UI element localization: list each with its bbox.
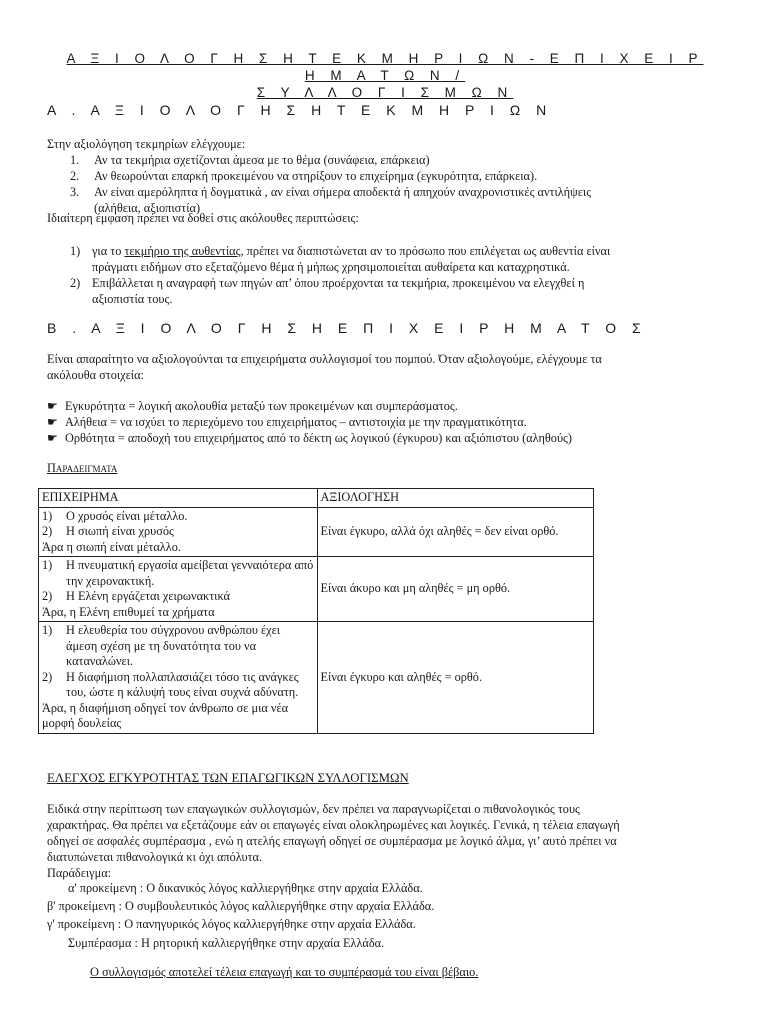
premise-b: β' προκείμενη : Ο συμβουλευτικός λόγος καλλιεργήθηκε στην αρχαία Ελλάδα.: [47, 899, 435, 913]
pointing-hand-icon: ☛: [47, 399, 58, 413]
example-label: Παράδειγμα:: [47, 866, 112, 880]
table-header: ΕΠΙΧΕΙΡΗΜΑ: [39, 489, 318, 508]
document-page: Α Ξ Ι Ο Λ Ο Γ Η Σ Η Τ Ε Κ Μ Η Ρ Ι Ω Ν - Ε Π Ι Χ Ε Ι Ρ Η Μ Α Τ Ω Ν / Σ Υ Λ Λ Ο Γ Ι Σ Μ Ω Ν Α . Α Ξ Ι Ο Λ Ο Γ Η Σ Η Τ Ε Κ Μ Η Ρ Ι Ω Ν Στην αξιολόγηση τεκμηρίων ελέγχουμε: 1. Αν τα τεκμήρια σχετίζονται άμεσα με το θέμα (συνάφεια, επάρκεια) 2. Αν θεωρούνται επαρκή προκειμένου να στηρίξουν το επιχείρημα (εγκυρότητα, επάρκεια). 3. Αν είναι αμερόληπτα ή δογματικά , αν είναι σήμερα αποδεκτά ή απηχούν αναχρονιστικές αντιλήψεις (αλήθεια, αξιοπιστία) Ιδιαίτερη έμφαση πρέπει να δοθεί στις ακόλουθες περιπτώσεις: 1) για το τεκμήριο της αυθεντίας, πρέπει να διαπιστώνεται αν το πρόσωπο που επιλέγεται ως αυθεντία είναι πράγματι ειδήμων στο εξεταζόμενο θέμα ή μήπως χρησιμοποιείται αυθαίρετα και καταχρηστικά. 2) Επιβάλλεται η αναγραφή των πηγών απ’ όπου προέρχονται τα τεκμήρια, προκειμένου να ελεγχθεί η αξιοπιστία τους. Β . Α Ξ Ι Ο Λ Ο Γ Η Σ Η Ε Π Ι Χ Ε Ι Ρ Η Μ Α Τ Ο Σ Είναι απαραίτητο να αξιολογούνται τα επιχειρήματα συλλογισμοί του πομπού. Όταν αξιολογούμε, ελέγχουμε τα ακόλουθα στοιχεία: ☛ Εγκυρότητα = λογική ακολουθία μεταξύ των προκειμένων και συμπεράσματος. ☛ Αλήθεια = να ισχύει το περιεχόμενο του επιχειρήματος – αντιστοιχία με την πραγματικότητα. ☛ Ορθότητα = αποδοχή του επιχειρήματος από το δέκτη ως λογικού (έγκυρου) και αξιόπιστου (αληθούς) Παραδειγματα ΕΠΙΧΕΙΡΗΜΑ ΑΞΙΟΛΟΓΗΣΗ 1) Ο χρυσός είναι μέταλλο. 2) Η σιωπή είναι χρυσός Άρα η σιωπή είναι μέταλλο. Είναι έγκυρο, αλλά όχι αληθές = δεν είναι ορθό. 1) Η πνευματική εργασία αμείβεται γενναιότερα από την χειρονακτική. 2) Η Ελένη εργάζεται χειρωνακτικά Άρα, η Ελένη επιθυμεί τα χρήματα Είναι άκυρο και μη αληθές = μη ορθό. 1) Η ελευθερία του σύγχρονου ανθρώπου έχει άμεση σχέση με τη δυνατότητα του να καταναλώνει. 2) Η διαφήμιση πολλαπλασιάζει τόσο τις ανάγκες του, ώστε η κάλυψή τους είναι συχνά αδύνατη. Άρα, η διαφήμιση οδηγεί τον άνθρωπο σε μια νέα μορφή δουλείας Είναι έγκυρο και αληθές = ορθό. ΕΛΕΓΧΟΣ ΕΓΚΥΡΟΤΗΤΑΣ ΤΩΝ ΕΠΑΓΩΓΙΚΩΝ ΣΥΛΛΟΓΙΣΜΩΝ Ειδικά στην περίπτωση των επαγωγικών συλλογισμών, δεν πρέπει να παραγνωρίζεται ο πιθανολογικός τους χαρακτήρας. Θα πρέπει να εξετάζουμε εάν οι επαγωγές είναι ολοκληρωμένες και λογικές. Γενικά, η τέλεια επαγωγή οδηγεί σε ασφαλές συμπέρασμα , ενώ η ατελής επαγωγή οδηγεί σε συμπέρασμα με λογικό άλμα, γι’ αυτό πρέπει να διατυπώνεται πιθανολογικά κι όχι απόλυτα. Παράδειγμα: α' προκείμενη : Ο δικανικός λόγος καλλιεργήθηκε στην αρχαία Ελλάδα. β' προκείμενη : Ο συμβουλευτικός λόγος καλλιεργήθηκε στην αρχαία Ελλάδα. γ' προκείμενη : Ο πανηγυρικός λόγος καλλιεργήθηκε στην αρχαία Ελλάδα. Συμπέρασμα : Η ρητορική καλλιεργήθηκε στην αρχαία Ελλάδα. Ο συλλογισμός αποτελεί τέλεια επαγωγή και το συμπέρασμά του είναι βέβαιο.: [0, 0, 768, 1024]
section-c-line: οδηγεί σε ασφαλές συμπέρασμα , ενώ η ατελής επαγωγή οδηγεί σε συμπέρασμα με λογικό άλμα, γι’ αυτό πρέπει να: [47, 834, 617, 848]
title-line-2: Σ Υ Λ Λ Ο Γ Ι Σ Μ Ω Ν: [256, 85, 514, 100]
table-header-row: [39, 489, 594, 508]
authority-term: τεκμήριο της αυθεντίας: [124, 244, 241, 258]
title-line-1: Α Ξ Ι Ο Λ Ο Γ Η Σ Η Τ Ε Κ Μ Η Ρ Ι Ω Ν - Ε Π Ι Χ Ε Ι Ρ Η Μ Α Τ Ω Ν /: [66, 51, 704, 83]
table-row: [39, 622, 594, 734]
evaluation-cell: Είναι έγκυρο, αλλά όχι αληθές = δεν είναι ορθό.: [317, 507, 593, 557]
section-b-intro-line-2: ακόλουθα στοιχεία:: [47, 368, 144, 382]
section-a-intro: Στην αξιολόγηση τεκμηρίων ελέγχουμε:: [47, 137, 246, 151]
bullet-item: ☛ Ορθότητα = αποδοχή του επιχειρήματος από το δέκτη ως λογικού (έγκυρου) και αξιόπιστου (αληθούς): [47, 431, 572, 445]
bullet-item: ☛ Εγκυρότητα = λογική ακολουθία μεταξύ των προκειμένων και συμπεράσματος.: [47, 399, 458, 413]
argument-cell: 1) Ο χρυσός είναι μέταλλο. 2) Η σιωπή είναι χρυσός Άρα η σιωπή είναι μέταλλο.: [39, 507, 318, 557]
section-b-intro-line-1: Είναι απαραίτητο να αξιολογούνται τα επιχειρήματα συλλογισμοί του πομπού. Όταν αξιολογούμε, ελέγχουμε τα: [47, 352, 602, 366]
section-a-heading: Α . Α Ξ Ι Ο Λ Ο Γ Η Σ Η Τ Ε Κ Μ Η Ρ Ι Ω Ν: [47, 102, 553, 118]
premise-c: γ' προκείμενη : Ο πανηγυρικός λόγος καλλιεργήθηκε στην αρχαία Ελλάδα.: [47, 917, 416, 931]
premise-a: α' προκείμενη : Ο δικανικός λόγος καλλιεργήθηκε στην αρχαία Ελλάδα.: [68, 881, 423, 895]
evaluation-cell: Είναι έγκυρο και αληθές = ορθό.: [317, 622, 593, 734]
list-item: 3. Αν είναι αμερόληπτα ή δογματικά , αν είναι σήμερα αποδεκτά ή απηχούν αναχρονιστικές αντιλήψεις (αλήθεια, αξιοπιστία): [70, 185, 592, 215]
argument-cell: 1) Η ελευθερία του σύγχρονου ανθρώπου έχει άμεση σχέση με τη δυνατότητα του να καταναλώνει. 2) Η διαφήμιση πολλαπλασιάζει τόσο τις ανάγκες του, ώστε η κάλυψή τους είναι συχνά αδύνατη. Άρα, η διαφήμιση οδηγεί τον άνθρωπο σε μια νέα μορφή δουλείας: [39, 622, 318, 734]
section-c-heading: ΕΛΕΓΧΟΣ ΕΓΚΥΡΟΤΗΤΑΣ ΤΩΝ ΕΠΑΓΩΓΙΚΩΝ ΣΥΛΛΟΓΙΣΜΩΝ: [47, 771, 409, 785]
section-c-line: χαρακτήρας. Θα πρέπει να εξετάζουμε εάν οι επαγωγές είναι ολοκληρωμένες και λογικές. Γενικά, η τέλεια επαγωγή: [47, 818, 620, 832]
section-c-line: διατυπώνεται πιθανολογικά κι όχι απόλυτα.: [47, 850, 263, 864]
pointing-hand-icon: ☛: [47, 431, 58, 445]
bullet-item: ☛ Αλήθεια = να ισχύει το περιεχόμενο του επιχειρήματος – αντιστοιχία με την πραγματικότητα.: [47, 415, 527, 429]
section-a-emphasis: Ιδιαίτερη έμφαση πρέπει να δοθεί στις ακόλουθες περιπτώσεις:: [47, 211, 359, 225]
examples-label: Παραδειγματα: [47, 461, 118, 475]
list-item: 1) για το τεκμήριο της αυθεντίας, πρέπει να διαπιστώνεται αν το πρόσωπο που επιλέγεται ως αυθεντία είναι πράγματι ειδήμων στο εξεταζόμενο θέμα ή μήπως χρησιμοποιείται αυθαίρετα και καταχρηστικά.: [70, 244, 611, 274]
table-row: [39, 557, 594, 622]
conclusion: Συμπέρασμα : Η ρητορική καλλιεργήθηκε στην αρχαία Ελλάδα.: [68, 936, 385, 950]
table-row: [39, 507, 594, 557]
final-note: Ο συλλογισμός αποτελεί τέλεια επαγωγή και το συμπέρασμά του είναι βέβαιο.: [90, 965, 479, 979]
arguments-table: [38, 488, 594, 734]
pointing-hand-icon: ☛: [47, 415, 58, 429]
argument-cell: 1) Η πνευματική εργασία αμείβεται γενναιότερα από την χειρονακτική. 2) Η Ελένη εργάζεται χειρωνακτικά Άρα, η Ελένη επιθυμεί τα χρήματα: [39, 557, 318, 622]
section-b-heading: Β . Α Ξ Ι Ο Λ Ο Γ Η Σ Η Ε Π Ι Χ Ε Ι Ρ Η Μ Α Τ Ο Σ: [47, 320, 647, 336]
evaluation-cell: Είναι άκυρο και μη αληθές = μη ορθό.: [317, 557, 593, 622]
list-item: 2) Επιβάλλεται η αναγραφή των πηγών απ’ όπου προέρχονται τα τεκμήρια, προκειμένου να ελεγχθεί η αξιοπιστία τους.: [70, 276, 585, 306]
document-title: [60, 50, 710, 101]
section-c-line: Ειδικά στην περίπτωση των επαγωγικών συλλογισμών, δεν πρέπει να παραγνωρίζεται ο πιθανολογικός τους: [47, 802, 580, 816]
table-header: ΑΞΙΟΛΟΓΗΣΗ: [317, 489, 593, 508]
